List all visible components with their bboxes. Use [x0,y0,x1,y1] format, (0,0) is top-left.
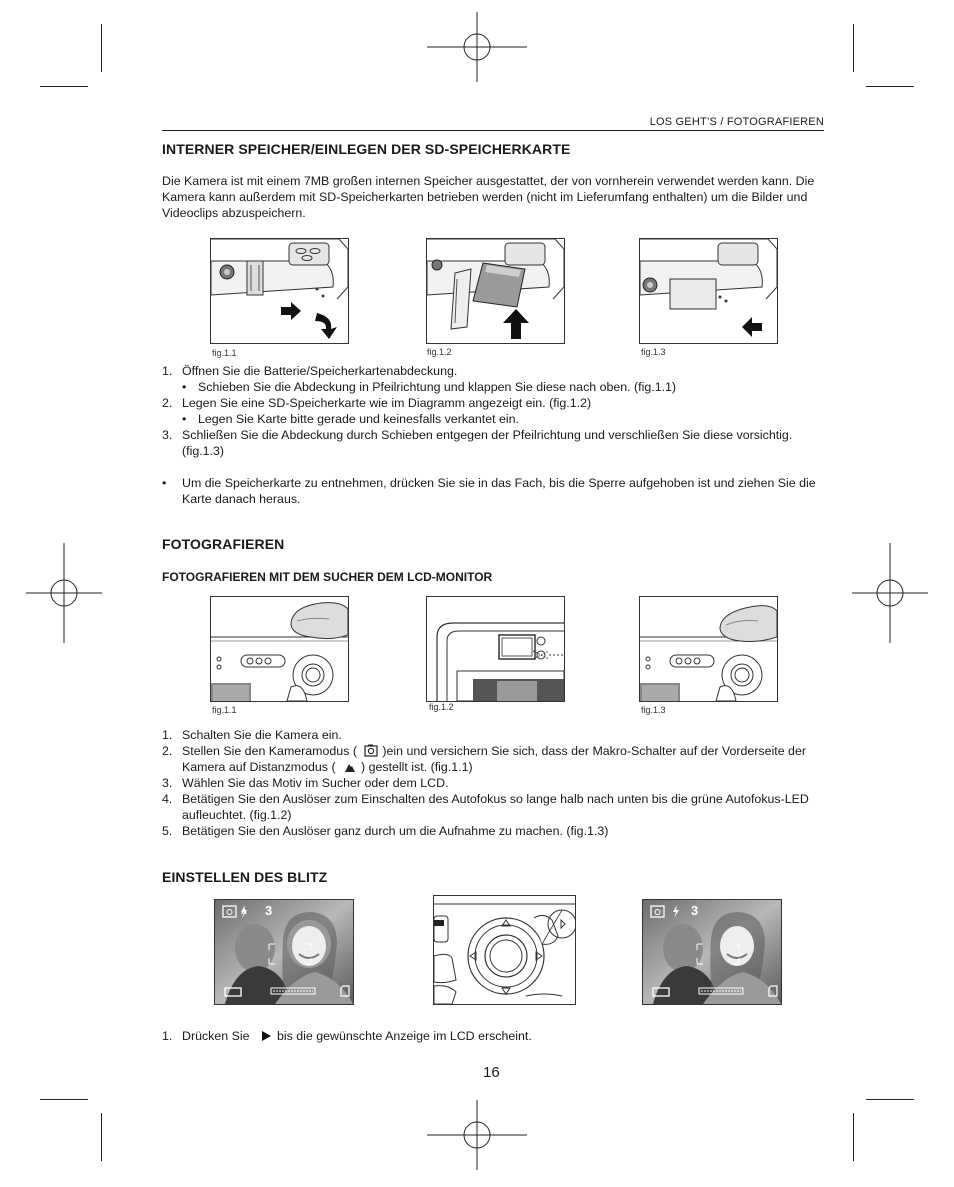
list-item: 1. Schalten Sie die Kamera ein. [162,728,342,742]
running-header: LOS GEHT’S / FOTOGRAFIEREN [649,116,824,128]
crop-mark [866,86,914,87]
list-item: 1. Drücken Sie bis die gewünschte Anzeige im LCD erscheint. [162,1029,532,1043]
figure-autofocus-led [426,596,565,702]
shot-counter: 3 [691,903,699,918]
list-item: 3. Wählen Sie das Motiv im Sucher oder dem LCD. [162,776,449,790]
registration-mark-icon [840,543,940,643]
lcd-preview-flash-auto [214,899,354,1005]
registration-mark-icon [14,543,114,643]
figure-camera-power [210,596,349,702]
registration-mark-icon [427,10,527,110]
list-item: 4. Betätigen Sie den Auslöser zum Einschalten des Autofokus so lange halb nach unten bis die grüne Autofokus-LED aufleuchtet. (fig.1.2) [162,792,809,822]
figure-caption: fig.1.3 [641,705,666,715]
steps-list-memory [162,363,824,507]
shot-counter: 3 [265,903,273,918]
figure-shutter-press [639,596,778,702]
section-title-photo: FOTOGRAFIEREN [162,536,285,552]
figure-control-pad [433,895,576,1005]
list-item-sub: • Schieben Sie die Abdeckung in Pfeilrichtung und klappen Sie diese nach oben. (fig.1.1) [182,380,677,394]
crop-mark [101,24,102,72]
crop-mark [866,1099,914,1100]
section-title-memory: INTERNER SPEICHER/EINLEGEN DER SD-SPEICHERKARTE [162,141,571,157]
list-item: 2. Legen Sie eine SD-Speicherkarte wie im Diagramm angezeigt ein. (fig.1.2) [162,396,592,410]
steps-list-photo [162,727,824,839]
figure-caption: fig.1.2 [427,347,452,357]
play-right-icon [253,1030,277,1042]
figure-insert-card [426,238,565,344]
crop-mark [40,86,88,87]
list-item: 3. Schließen Sie die Abdeckung durch Schieben entgegen der Pfeilrichtung und verschließen Sie diese vorsichtig. (fig.1.3) [162,428,793,458]
figure-caption: fig.1.1 [212,705,237,715]
section-title-flash: EINSTELLEN DES BLITZ [162,869,328,885]
steps-list-flash [162,1028,824,1044]
list-item: 1. Öffnen Sie die Batterie/Speicherkartenabdeckung. [162,364,458,378]
figure-open-cover [210,238,349,344]
intro-paragraph: Die Kamera ist mit einem 7MB großen internen Speicher ausgestattet, der von vornherein verwendet werden kann. Die Kamera kann außerdem mit SD-Speicherkarten betrieben werden (nicht im Lieferumfang enthalten) um die Bilder und Videoclips abzuspeichern. [162,174,815,220]
figure-close-cover [639,238,778,344]
subsection-title-viewfinder: FOTOGRAFIEREN MIT DEM SUCHER DEM LCD-MONITOR [162,570,493,584]
figure-caption: fig.1.2 [429,702,454,712]
registration-mark-icon [427,1098,527,1187]
page-number: 16 [483,1064,500,1081]
crop-mark [101,1113,102,1161]
lcd-preview-flash-on [642,899,782,1005]
note-item: • Um die Speicherkarte zu entnehmen, drücken Sie sie in das Fach, bis die Sperre aufgehoben ist und ziehen Sie die Karte danach heraus. [162,476,816,506]
list-item-sub: • Legen Sie Karte bitte gerade und keinesfalls verkantet ein. [182,412,519,426]
list-item: 5. Betätigen Sie den Auslöser ganz durch um die Aufnahme zu machen. (fig.1.3) [162,824,609,838]
crop-mark [853,1113,854,1161]
list-item: 2. Stellen Sie den Kameramodus ( )ein und versichern Sie sich, dass der Makro-Schalter auf der Vorderseite der Kamera auf Distanzmodus ( ) gestellt ist. (fig.1.1) [162,744,806,774]
camera-mode-icon [360,744,382,757]
header-rule [162,130,824,131]
figure-caption: fig.1.1 [212,348,237,358]
crop-mark [853,24,854,72]
figure-caption: fig.1.3 [641,347,666,357]
crop-mark [40,1099,88,1100]
distance-mode-icon [339,761,361,773]
flash-mode-letter: A [241,907,247,916]
